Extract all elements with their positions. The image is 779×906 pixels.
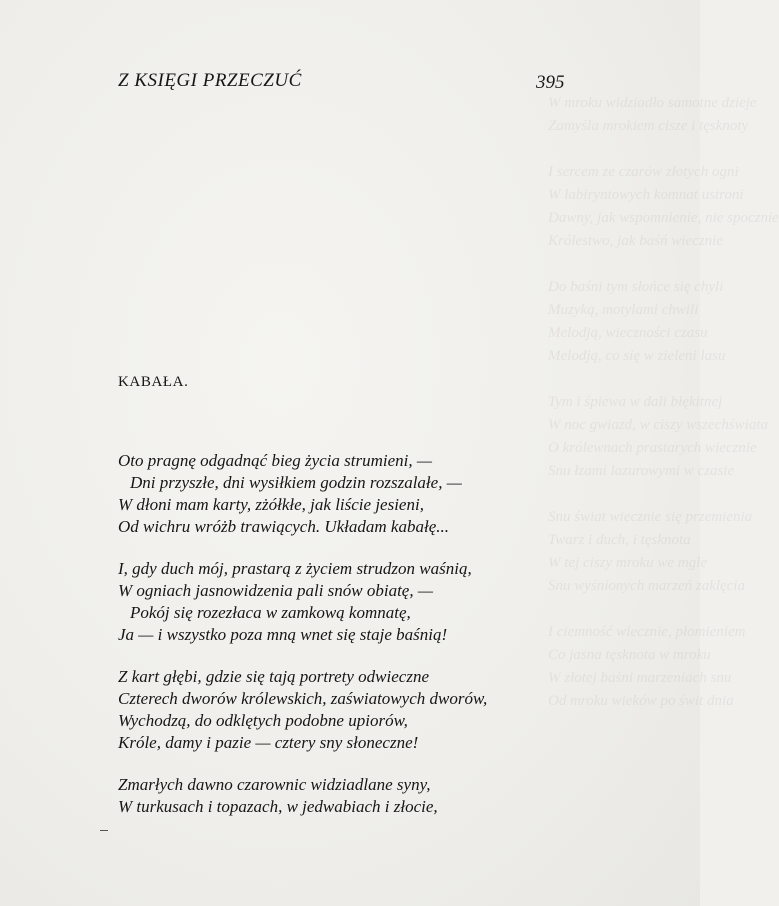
page-number: 395 <box>536 72 565 93</box>
poem-line: W turkusach i topazach, w jedwabiach i złocie, <box>118 797 438 816</box>
stanza <box>118 450 538 538</box>
running-title: Z KSIĘGI PRZECZUĆ <box>118 70 302 91</box>
stanza <box>118 774 538 818</box>
poem-line: Czterech dworów królewskich, zaświatowych dworów, <box>118 689 488 708</box>
poem-line: Króle, damy i pazie — cztery sny słoneczne! <box>118 733 419 752</box>
poem-line: Zmarłych dawno czarownic widziadlane syny, <box>118 775 431 794</box>
poem-line: Z kart głębi, gdzie się tają portrety odwieczne <box>118 667 429 686</box>
poem-line: W ogniach jasnowidzenia pali snów obiatę, — <box>118 581 433 600</box>
stanza <box>118 666 538 754</box>
poem-line: Od wichru wróżb trawiących. Układam kabałę... <box>118 517 449 536</box>
poem-line: Dni przyszłe, dni wysiłkiem godzin rozszalałe, — <box>130 473 462 492</box>
poem-title: KABAŁA. <box>118 374 189 390</box>
stanza <box>118 558 538 646</box>
poem-line: Wychodzą, do odklętych podobne upiorów, <box>118 711 408 730</box>
poem-line: Ja — i wszystko poza mną wnet się staje baśnią! <box>118 625 448 644</box>
poem-line: I, gdy duch mój, prastarą z życiem strudzon waśnią, <box>118 559 472 578</box>
poem-body <box>118 450 538 838</box>
poem-line: W dłoni mam karty, zżółkłe, jak liście jesieni, <box>118 495 424 514</box>
margin-mark <box>100 830 108 831</box>
poem-line: Pokój się rozezłaca w zamkową komnatę, <box>130 603 411 622</box>
poem-line: Oto pragnę odgadnąć bieg życia strumieni, — <box>118 451 432 470</box>
bleed-through-text: W mroku widziadło samotne dzieje Zamyśla mrokiem cisze i tęsknoty I sercem ze czarów złotych ogni W labiryntowych komnat ustroni Dawny, jak wspomnienie, nie spocznie Królestwo, jak baśń wiecznie Do baśni tym słońce się chyli Muzyką, motylami chwili Melodją, wieczności czasu Melodją, co się w zieleni lasu Tym i śpiewa w dali błękitnej W noc gwiazd, w ciszy wszechświata O królewnach prastarych wiecznie Snu łzami lazurowymi w czasie Snu świat wiecznie się przemienia Twarz i duch, i tęsknota W tej ciszy mroku we mgle Snu wyśnionych marzeń zaklęcia I ciemność wiecznie, płomieniem Co jasna tęsknota w mroku W złotej baśni marzeniach snu Od mroku wieków po świt dnia <box>548 95 779 709</box>
